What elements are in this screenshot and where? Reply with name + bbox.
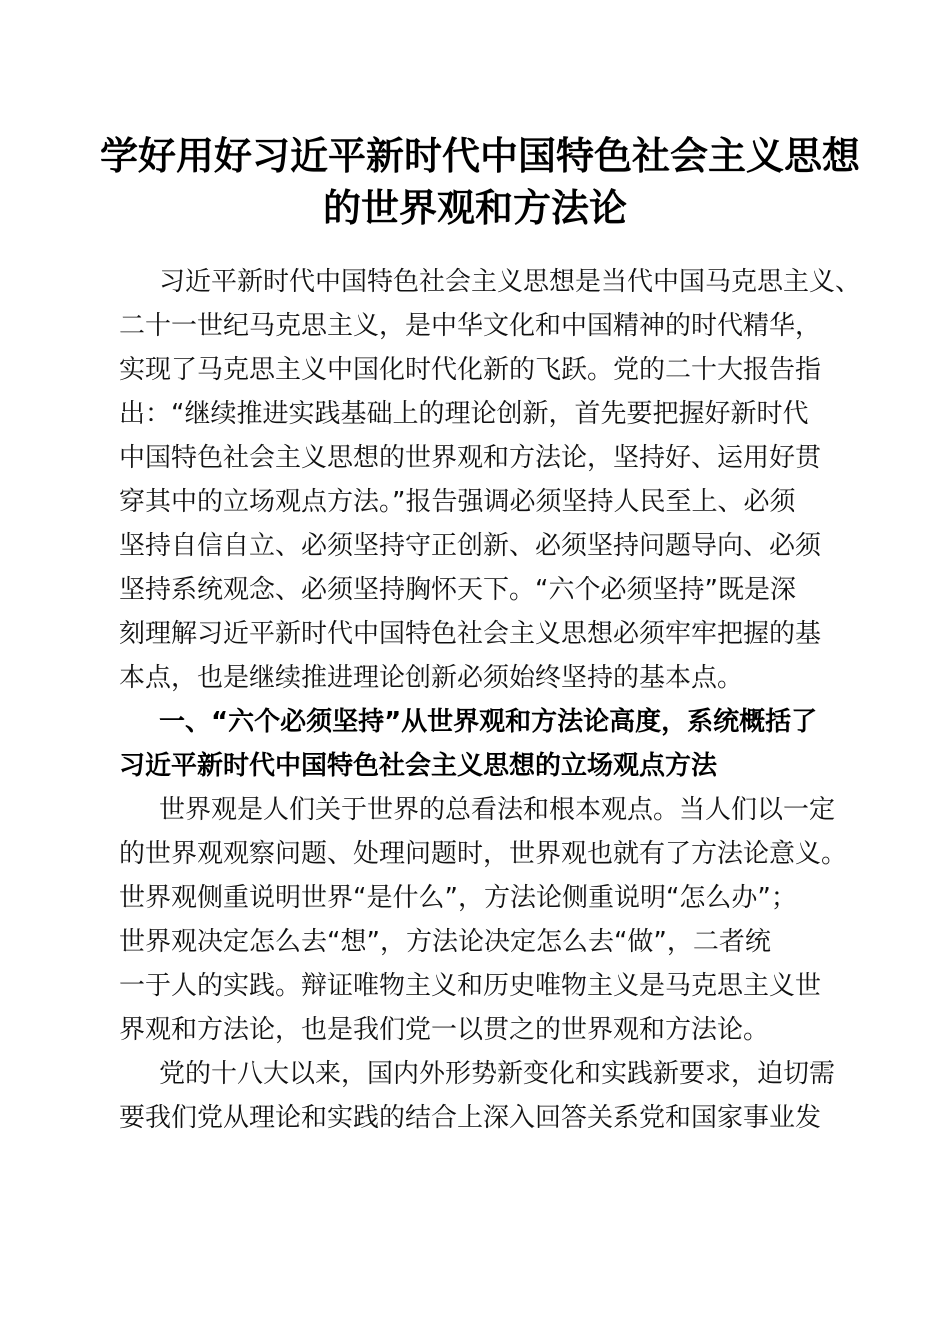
paragraph-3 (119, 1052, 839, 1140)
heading-line: 习近平新时代中国特色社会主义思想的立场观点方法 (119, 751, 718, 781)
text-line: 的世界观观察问题、处理问题时，世界观也就有了方法论意义。 (119, 839, 848, 869)
text-line: 界观和方法论，也是我们党一以贯之的世界观和方法论。 (119, 1015, 770, 1045)
text-line: 本点，也是继续推进理论创新必须始终坚持的基本点。 (119, 663, 744, 693)
text-line: 实现了马克思主义中国化时代化新的飞跃。党的二十大报告指 (119, 355, 822, 385)
text-line: 一于人的实践。辩证唯物主义和历史唯物主义是马克思主义世 (119, 971, 822, 1001)
text-line: 要我们党从理论和实践的结合上深入回答关系党和国家事业发 (119, 1103, 822, 1133)
section-heading-1 (119, 700, 839, 788)
text-line: 世界观决定怎么去“想”，方法论决定怎么去“做”，二者统 (119, 927, 771, 957)
text-line: 坚持自信自立、必须坚持守正创新、必须坚持问题导向、必须 (119, 531, 822, 561)
title-line: 的世界观和方法论 (322, 185, 627, 230)
document-title (100, 130, 861, 234)
text-line: 二十一世纪马克思主义，是中华文化和中国精神的时代精华， (119, 311, 822, 341)
text-line: 穿其中的立场观点方法。”报告强调必须坚持人民至上、必须 (119, 487, 796, 517)
heading-line: 一、“六个必须坚持”从世界观和方法论高度，系统概括了 (159, 707, 818, 737)
text-line: 坚持系统观念、必须坚持胸怀天下。“六个必须坚持”既是深 (119, 575, 796, 605)
text-line: 出：“继续推进实践基础上的理论创新，首先要把握好新时代 (119, 399, 809, 429)
text-line: 世界观是人们关于世界的总看法和根本观点。当人们以一定 (159, 795, 836, 825)
text-line: 党的十八大以来，国内外形势新变化和实践新要求，迫切需 (159, 1059, 836, 1089)
text-line: 习近平新时代中国特色社会主义思想是当代中国马克思主义、 (159, 267, 862, 297)
text-line: 刻理解习近平新时代中国特色社会主义思想必须牢牢把握的基 (119, 619, 822, 649)
title-line: 学好用好习近平新时代中国特色社会主义思想 (100, 133, 861, 178)
paragraph-2 (119, 788, 848, 1052)
text-line: 世界观侧重说明世界“是什么”，方法论侧重说明“怎么办”； (119, 883, 797, 913)
paragraph-1 (119, 260, 862, 700)
text-line: 中国特色社会主义思想的世界观和方法论，坚持好、运用好贯 (119, 443, 822, 473)
